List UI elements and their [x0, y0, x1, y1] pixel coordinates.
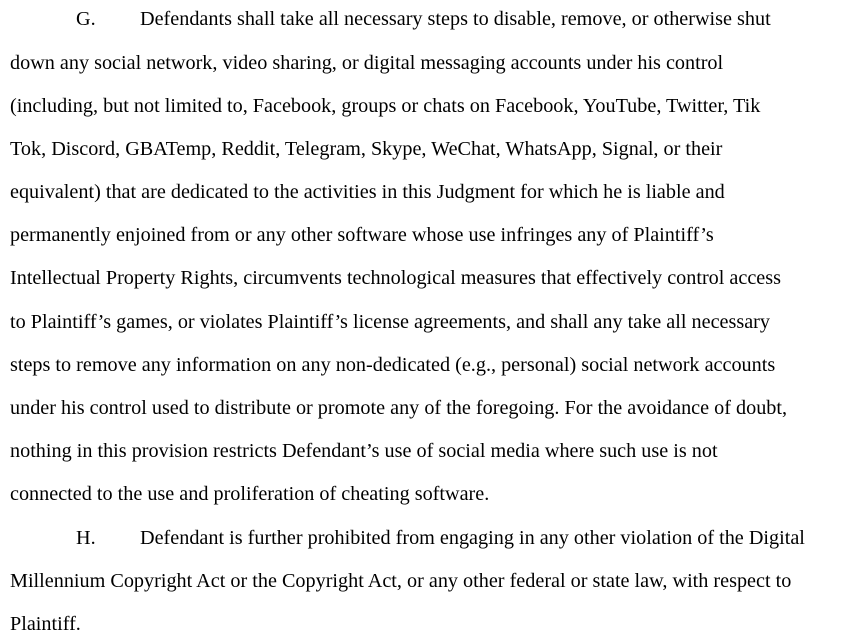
paragraph-line: under his control used to distribute or promote any of the foregoing. For the avoidance of doubt,: [10, 397, 788, 419]
paragraph-marker-g: G.: [76, 8, 96, 30]
paragraph-line: steps to remove any information on any non-dedicated (e.g., personal) social network accounts: [10, 354, 776, 376]
paragraph-line: Defendants shall take all necessary steps to disable, remove, or otherwise shut: [140, 8, 771, 30]
paragraph-line: connected to the use and proliferation of cheating software.: [10, 483, 490, 505]
paragraph-line: to Plaintiff’s games, or violates Plaintiff’s license agreements, and shall any take all necessary: [10, 311, 770, 333]
paragraph-line: equivalent) that are dedicated to the activities in this Judgment for which he is liable and: [10, 181, 725, 203]
paragraph-line: down any social network, video sharing, or digital messaging accounts under his control: [10, 52, 724, 74]
paragraph-marker-h: H.: [76, 527, 96, 549]
paragraph-line: Intellectual Property Rights, circumvents technological measures that effectively control access: [10, 267, 781, 289]
paragraph-line: (including, but not limited to, Facebook, groups or chats on Facebook, YouTube, Twitter, Tik: [10, 95, 761, 117]
paragraph-line: permanently enjoined from or any other software whose use infringes any of Plaintiff’s: [10, 224, 714, 246]
paragraph-line: Defendant is further prohibited from engaging in any other violation of the Digital: [140, 527, 805, 549]
paragraph-line: Plaintiff.: [10, 613, 81, 635]
paragraph-line: Millennium Copyright Act or the Copyright Act, or any other federal or state law, with respect to: [10, 570, 792, 592]
paragraph-line: Tok, Discord, GBATemp, Reddit, Telegram, Skype, WeChat, WhatsApp, Signal, or their: [10, 138, 723, 160]
paragraph-line: nothing in this provision restricts Defendant’s use of social media where such use is not: [10, 440, 718, 462]
